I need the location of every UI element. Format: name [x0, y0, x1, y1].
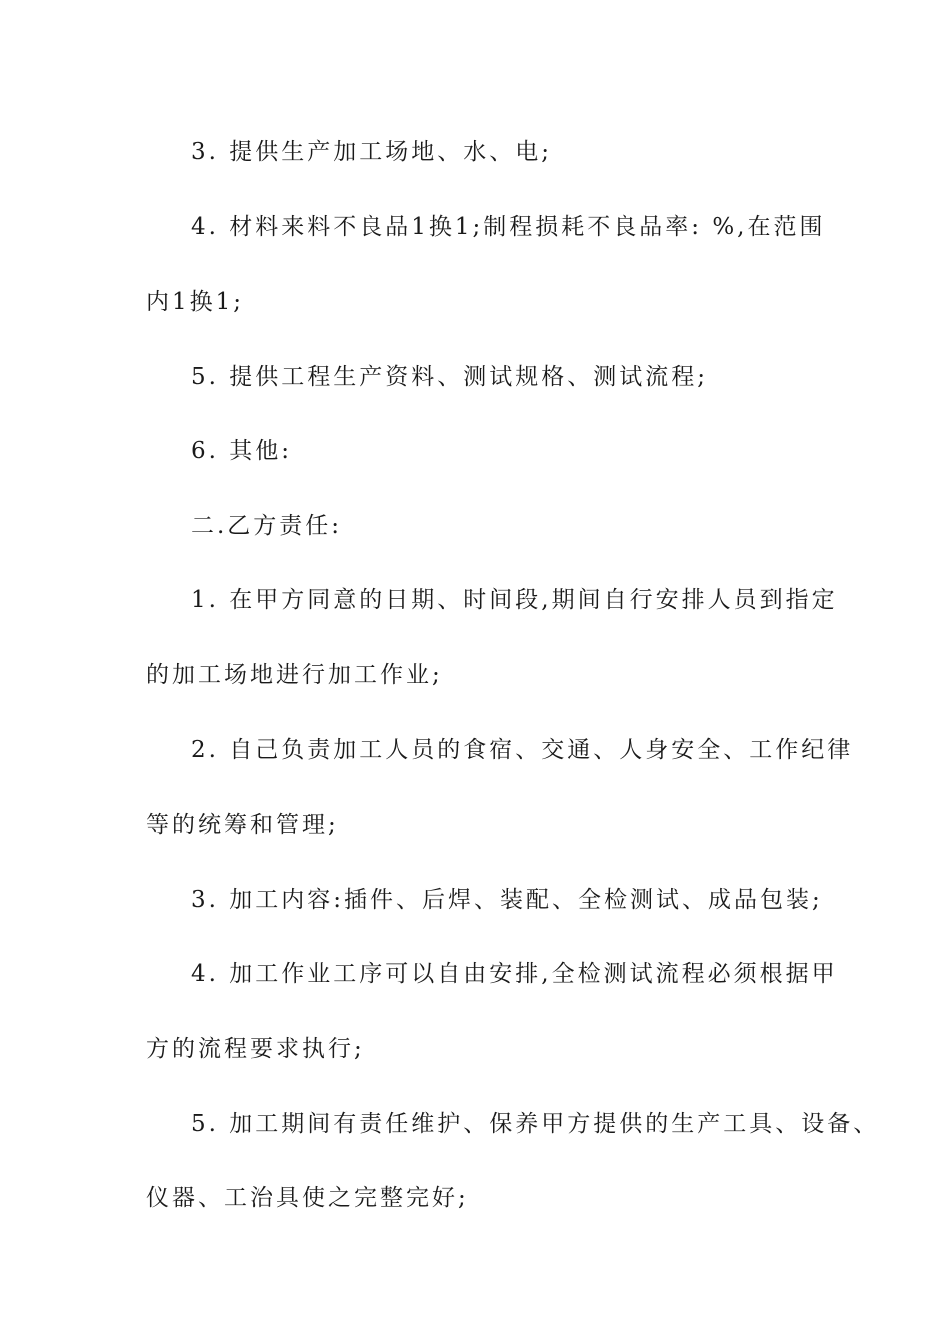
clause-a4-continued: 内1换1; — [146, 289, 245, 315]
clause-b1: 1. 在甲方同意的日期、时间段,期间自行安排人员到指定 — [191, 587, 838, 613]
clause-b5-continued: 仪器、工治具使之完整完好; — [146, 1185, 469, 1211]
clause-a6: 6. 其他: — [191, 438, 293, 464]
clause-b1-continued: 的加工场地进行加工作业; — [146, 662, 443, 688]
clause-b5: 5. 加工期间有责任维护、保养甲方提供的生产工具、设备、 — [191, 1111, 880, 1137]
clause-b3: 3. 加工内容:插件、后焊、装配、全检测试、成品包装; — [191, 887, 823, 913]
clause-b2: 2. 自己负责加工人员的食宿、交通、人身安全、工作纪律 — [191, 737, 854, 763]
clause-b4: 4. 加工作业工序可以自由安排,全检测试流程必须根据甲 — [191, 961, 838, 987]
section-heading-party-b: 二.乙方责任: — [191, 513, 343, 539]
clause-b4-continued: 方的流程要求执行; — [146, 1036, 365, 1062]
clause-b2-continued: 等的统筹和管理; — [146, 812, 339, 838]
clause-a3: 3. 提供生产加工场地、水、电; — [191, 139, 553, 165]
clause-a5: 5. 提供工程生产资料、测试规格、测试流程; — [191, 364, 709, 390]
clause-a4: 4. 材料来料不良品1换1;制程损耗不良品率: %,在范围 — [191, 214, 826, 240]
